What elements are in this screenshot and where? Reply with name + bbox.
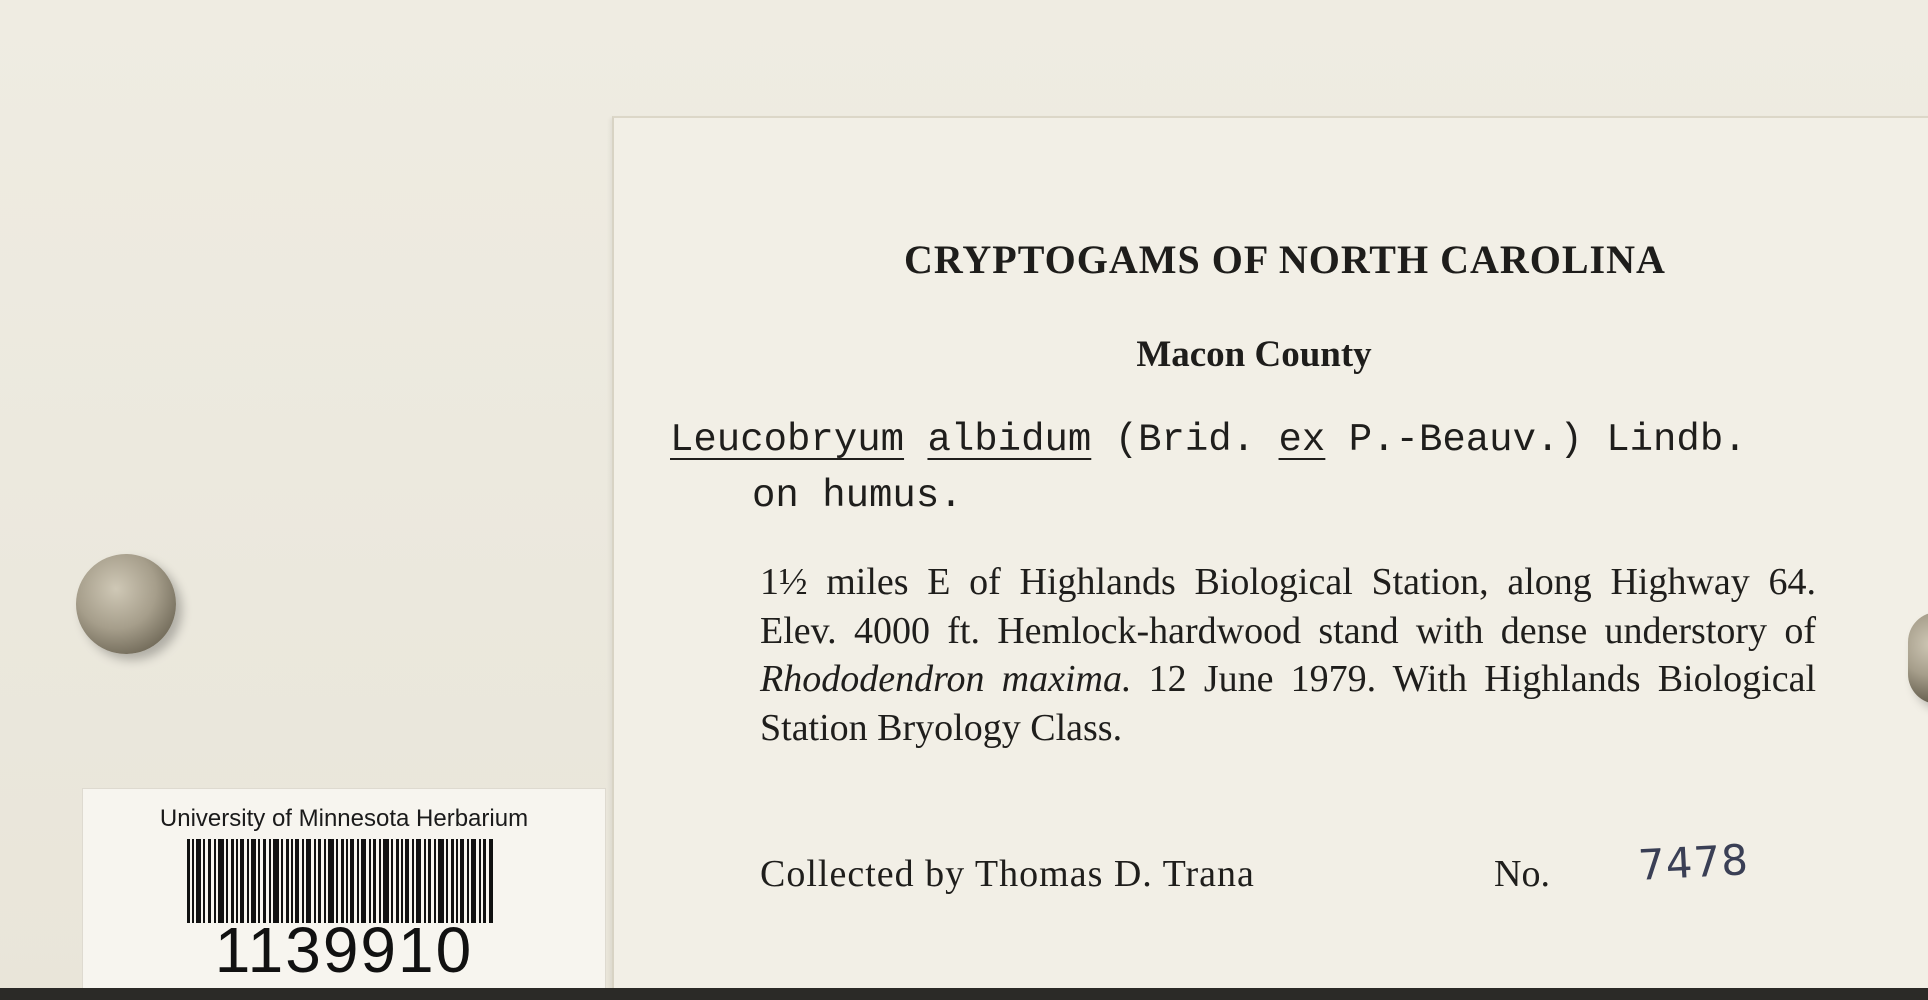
taxon-genus: Leucobryum bbox=[670, 418, 905, 462]
substrate: on humus. bbox=[752, 474, 963, 518]
locality-date-text: 12 June 1979. With Highlands Biological Station Bryology Class. bbox=[760, 658, 1817, 749]
taxon-name bbox=[670, 418, 1747, 462]
taxon-ex: ex bbox=[1278, 418, 1326, 462]
collection-number-label: No. bbox=[1494, 853, 1550, 895]
taxon-species: albidum bbox=[927, 418, 1092, 462]
locality-italic-taxon: Rhododendron maxima. bbox=[760, 658, 1132, 700]
taxon-author-end: P.-Beauv.) bbox=[1348, 418, 1583, 462]
taxon-author: Lindb. bbox=[1606, 418, 1747, 462]
specimen-label bbox=[612, 116, 1928, 990]
taxon-author-start: (Brid. bbox=[1114, 418, 1256, 462]
locality-description bbox=[760, 558, 1816, 752]
label-county: Macon County bbox=[1136, 334, 1372, 375]
barcode-number: 1139910 bbox=[214, 914, 474, 986]
sheet-bottom-edge bbox=[0, 988, 1928, 1000]
locality-text: 1½ miles E of Highlands Biological Station, along Highway 64. Elev. 4000 ft. Hemlock-hardwood stand with dense understory of bbox=[760, 561, 1816, 652]
collection-number-handwritten: 7478 bbox=[1636, 835, 1751, 890]
barcode-icon bbox=[187, 839, 493, 923]
collector: Collected by Thomas D. Trana bbox=[760, 853, 1255, 895]
label-title: CRYPTOGAMS OF NORTH CAROLINA bbox=[904, 237, 1666, 282]
mounting-pin-icon bbox=[76, 554, 176, 654]
barcode-card bbox=[82, 788, 606, 990]
barcode-institution: University of Minnesota Herbarium bbox=[159, 805, 529, 832]
